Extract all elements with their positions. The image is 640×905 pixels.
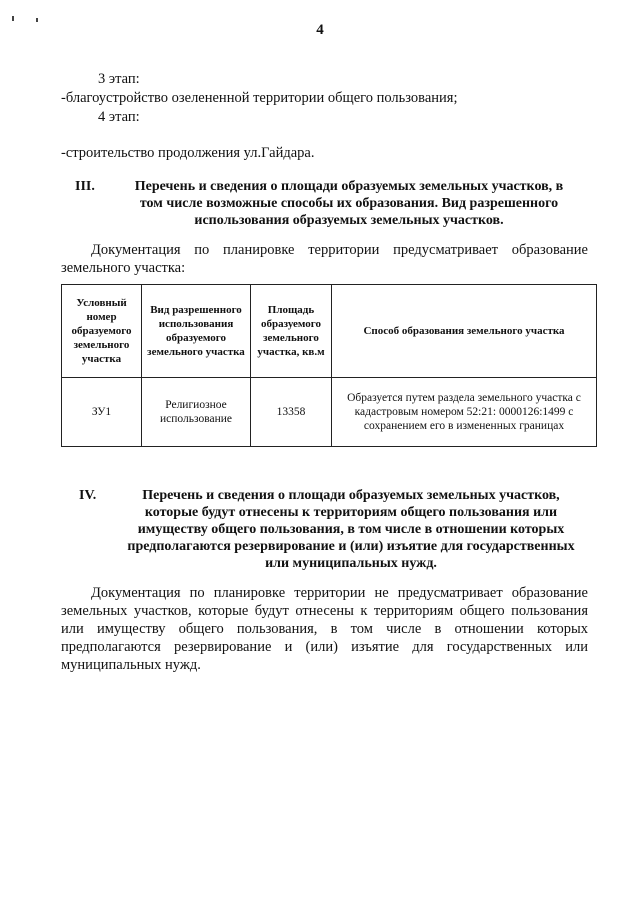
- stage-3-label: 3 этап:: [98, 71, 140, 87]
- section-4-paragraph: Документация по планировке территории не предусматривает образование земельных участков, которые будут отнесены к территориям общего пользования или имуществу общего пользования, в том числе в отношении которых предполагаются резервирование и (или) изъятие для государственных или муниципальных нужд.: [61, 585, 588, 673]
- table-row: [62, 378, 597, 447]
- stage-3-text: -благоустройство озелененной территории общего пользования;: [61, 90, 458, 106]
- table-header-cell: Вид разрешенного использования образуемого земельного участка: [142, 285, 251, 378]
- section-3-title-line: Перечень и сведения о площади образуемых земельных участков, в: [134, 179, 564, 194]
- plot-method-cell: Образуется путем раздела земельного участка с кадастровым номером 52:21: 0000126:1499 с сохранением его в измененных границах: [332, 378, 597, 447]
- table-header-cell: Площадь образуемого земельного участка, кв.м: [251, 285, 332, 378]
- page-number: 4: [316, 22, 324, 38]
- table-header-row: [62, 285, 597, 378]
- stage-4-text: -строительство продолжения ул.Гайдара.: [61, 145, 315, 161]
- table-header-cell: Условный номер образуемого земельного участка: [62, 285, 142, 378]
- section-4-title-line: которые будут отнесены к территориям общего пользования или: [144, 505, 558, 520]
- section-3-heading: [75, 178, 595, 229]
- stage-4-label: 4 этап:: [98, 109, 140, 125]
- scan-mark: [12, 16, 14, 21]
- section-3-intro-line: земельного участка:: [61, 260, 186, 276]
- land-plots-table: [61, 284, 597, 447]
- section-3-intro: [61, 241, 588, 277]
- plot-id-cell: ЗУ1: [62, 378, 142, 447]
- section-4-title-line: предполагаются резервирование и (или) изъятие для государственных: [127, 539, 575, 554]
- section-4-number: IV.: [79, 488, 97, 503]
- table-header-cell: Способ образования земельного участка: [332, 285, 597, 378]
- plot-use-cell: Религиозное использование: [142, 378, 251, 447]
- section-4-title-line: Перечень и сведения о площади образуемых земельных участков,: [142, 488, 560, 503]
- section-4-title-line: имуществу общего пользования, в том числе в отношении которых: [137, 522, 565, 537]
- section-3-title-line: том числе возможные способы их образования. Вид разрешенного: [139, 196, 559, 211]
- section-4-title-line: или муниципальных нужд.: [265, 556, 437, 571]
- section-3-number: III.: [75, 179, 95, 194]
- section-3-title-line: использования образуемых земельных участков.: [194, 213, 504, 228]
- section-3-intro-line: Документация по планировке территории предусматривает образование: [91, 242, 588, 258]
- plot-area-cell: 13358: [251, 378, 332, 447]
- section-4-heading: [79, 487, 599, 572]
